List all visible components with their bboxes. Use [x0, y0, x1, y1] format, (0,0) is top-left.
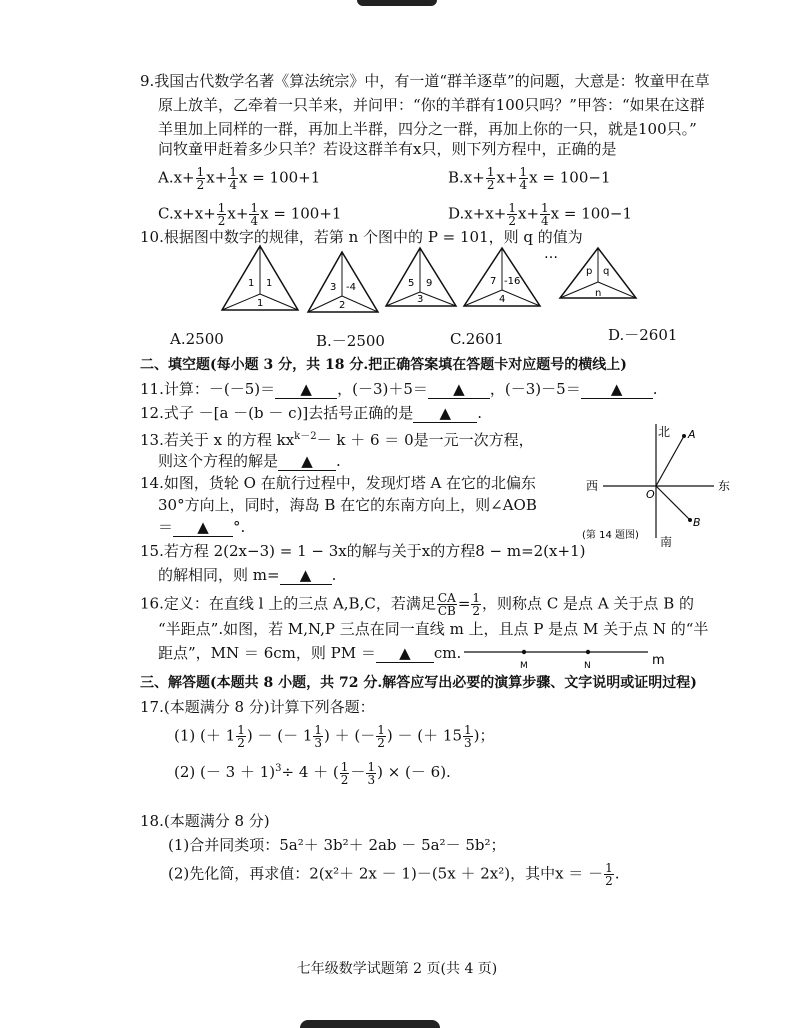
page-footer: 七年级数学试题第 2 页(共 4 页) [296, 961, 498, 977]
fign-bottom: n [595, 288, 602, 299]
q16-blank: ▲ [376, 644, 434, 663]
q17-part2: (2) (－ 3 ＋ 1)$^3$÷ 4 ＋ ( $\frac{1}{2}$ － $\frac{1}{3}$ ) × (－ 6). [174, 759, 451, 787]
q14-line3: ＝ ▲ °. [158, 518, 246, 536]
fig4-right: -16 [504, 276, 521, 287]
q16-line2: “半距点”.如图，若 M,N,P 三点在同一直线 m 上，且点 P 是点 M 关于点 N 的“半 [158, 620, 709, 638]
q13-line1: 13.若关于 x 的方程 $kx^{k-2}- k + 6 = 0$是一元一次方程， [140, 431, 534, 449]
q14-line2: 30°方向上，同时，海岛 B 在它的东南方向上，则∠AOB [158, 496, 537, 514]
q9-line4: 问牧童甲赶着多少只羊？若设这群羊有x只，则下列方程中，正确的是 [158, 140, 617, 158]
q10-option-d: D.－2601 [608, 326, 678, 344]
fig1-bottom: 1 [257, 298, 264, 309]
point-n-label: N [584, 661, 591, 670]
scan-mark-bottom [300, 1020, 440, 1028]
q18-title: 18.(本题满分 8 分) [140, 812, 270, 830]
q16-line1: 16.定义：在直线 l 上的三点 A,B,C，若满足 $\frac{CA}{CB}$ = $\frac{1}{2}$ ，则称点 C 是点 A 关于点 B 的 [140, 591, 694, 618]
fig3-bottom: 3 [417, 294, 424, 305]
compass-point-a: A [688, 428, 696, 441]
figures-ellipsis: … [544, 246, 558, 262]
q11-blank-3: ▲ [581, 380, 653, 399]
section-2-heading: 二、填空题(每小题 3 分，共 18 分.把正确答案填在答题卡对应题号的横线上) [140, 357, 627, 373]
fig3-right: 9 [426, 278, 433, 289]
fig4-bottom: 4 [499, 294, 506, 305]
point-m-label: M [520, 661, 528, 670]
section-3-heading: 三、解答题(本题共 8 小题，共 72 分.解答应写出必要的演算步骤、文字说明或证明过程) [140, 675, 697, 691]
q9-option-b: B.x+ $\frac{1}{2}$ x+ $\frac{1}{4}$ x = 100−1 [448, 165, 611, 192]
compass-point-o: O [646, 488, 655, 501]
q11: 11.计算：－(－5)＝ ▲ ，(－3)＋5＝ ▲ ，(－3)－5＝ ▲ . [140, 380, 658, 398]
q13-blank: ▲ [278, 452, 336, 471]
q10-triangle-figures [220, 244, 640, 316]
q18-part2: (2)先化简，再求值：2(x²＋ 2x － 1)－(5x ＋ 2x²)，其中x ＝ － $\frac{1}{2}$ . [168, 861, 620, 888]
q11-blank-2: ▲ [428, 380, 490, 399]
fig4-left: 7 [490, 276, 497, 287]
compass-east: 东 [718, 479, 731, 493]
triangle-figure-2 [308, 252, 378, 312]
q9-line2: 原上放羊，乙牵着一只羊来，并问甲：“你的羊群有100只吗？”甲答：“如果在这群 [158, 96, 705, 114]
triangle-figure-n [560, 248, 636, 299]
q15-line2: 的解相同，则 m= ▲ . [158, 566, 337, 584]
fig2-left: 3 [330, 282, 337, 293]
q9-option-d: D.x+x+ $\frac{1}{2}$ x+ $\frac{1}{4}$ x = 100−1 [448, 201, 632, 228]
triangle-figure-3 [386, 248, 456, 306]
scan-mark-top [357, 0, 437, 6]
q15-line1: 15.若方程 2(2x−3) = 1 − 3x的解与关于x的方程8 − m=2(x+1) [140, 542, 586, 560]
compass-caption: (第 14 题图) [582, 530, 639, 541]
q13-line2: 则这个方程的解是 ▲ . [158, 452, 341, 470]
fign-left: p [586, 266, 593, 277]
fig2-right: -4 [346, 282, 356, 293]
fig2-bottom: 2 [339, 300, 346, 311]
q12: 12.式子 －[a －(b － c)]去括号正确的是 ▲ . [140, 404, 483, 422]
q9-option-a: A.x+ $\frac{1}{2}$ x+ $\frac{1}{4}$ x = 100+1 [158, 165, 321, 192]
compass-diagram [578, 420, 738, 550]
fign-right: q [603, 266, 610, 277]
q18-part1: (1)合并同类项：5a²＋ 3b²＋ 2ab － 5a²－ 5b²； [168, 836, 506, 854]
q14-line1: 14.如图，货轮 O 在航行过程中，发现灯塔 A 在它的北偏东 [140, 474, 537, 492]
q9-option-c: C.x+x+ $\frac{1}{2}$ x+ $\frac{1}{4}$ x = 100+1 [158, 201, 342, 228]
q15-blank: ▲ [280, 566, 332, 585]
q14-blank: ▲ [173, 518, 233, 537]
q16-line-diagram [462, 644, 682, 670]
q10-option-c: C.2601 [450, 330, 504, 348]
q9-line1: 9.我国古代数学名著《算法统宗》中，有一道“群羊逐草”的问题，大意是：牧童甲在草 [140, 72, 710, 90]
q10-option-a: A.2500 [170, 330, 224, 348]
compass-south: 南 [660, 535, 673, 549]
triangle-figure-1 [222, 246, 298, 310]
q10-stem: 10.根据图中数字的规律，若第 n 个图中的 P = 101，则 q 的值为 [140, 228, 583, 246]
compass-west: 西 [586, 479, 599, 493]
line-m-label: m [652, 653, 665, 668]
q9-line3: 羊里加上同样的一群，再加上半群，四分之一群，再加上你的一只，就是100只。” [158, 120, 697, 138]
q11-blank-1: ▲ [275, 380, 337, 399]
compass-point-b: B [693, 516, 701, 529]
q12-blank: ▲ [413, 404, 477, 423]
q17-part1: (1) (＋ 1 $\frac{1}{2}$ ) － (－ 1 $\frac{1}{3}$ ) ＋ (－ $\frac{1}{2}$ ) － (＋ 15 $\frac{1}{3}$ )； [174, 723, 495, 750]
triangle-figure-4 [464, 248, 540, 306]
q10-option-b: B.－2500 [316, 332, 385, 350]
fig3-left: 5 [408, 278, 415, 289]
q16-line3: 距点”，MN ＝ 6cm，则 PM ＝ ▲ cm. [158, 644, 462, 662]
fig1-right: 1 [266, 278, 273, 289]
fig1-left: 1 [248, 278, 255, 289]
q17-title: 17.(本题满分 8 分)计算下列各题： [140, 698, 375, 716]
compass-north: 北 [658, 425, 671, 439]
